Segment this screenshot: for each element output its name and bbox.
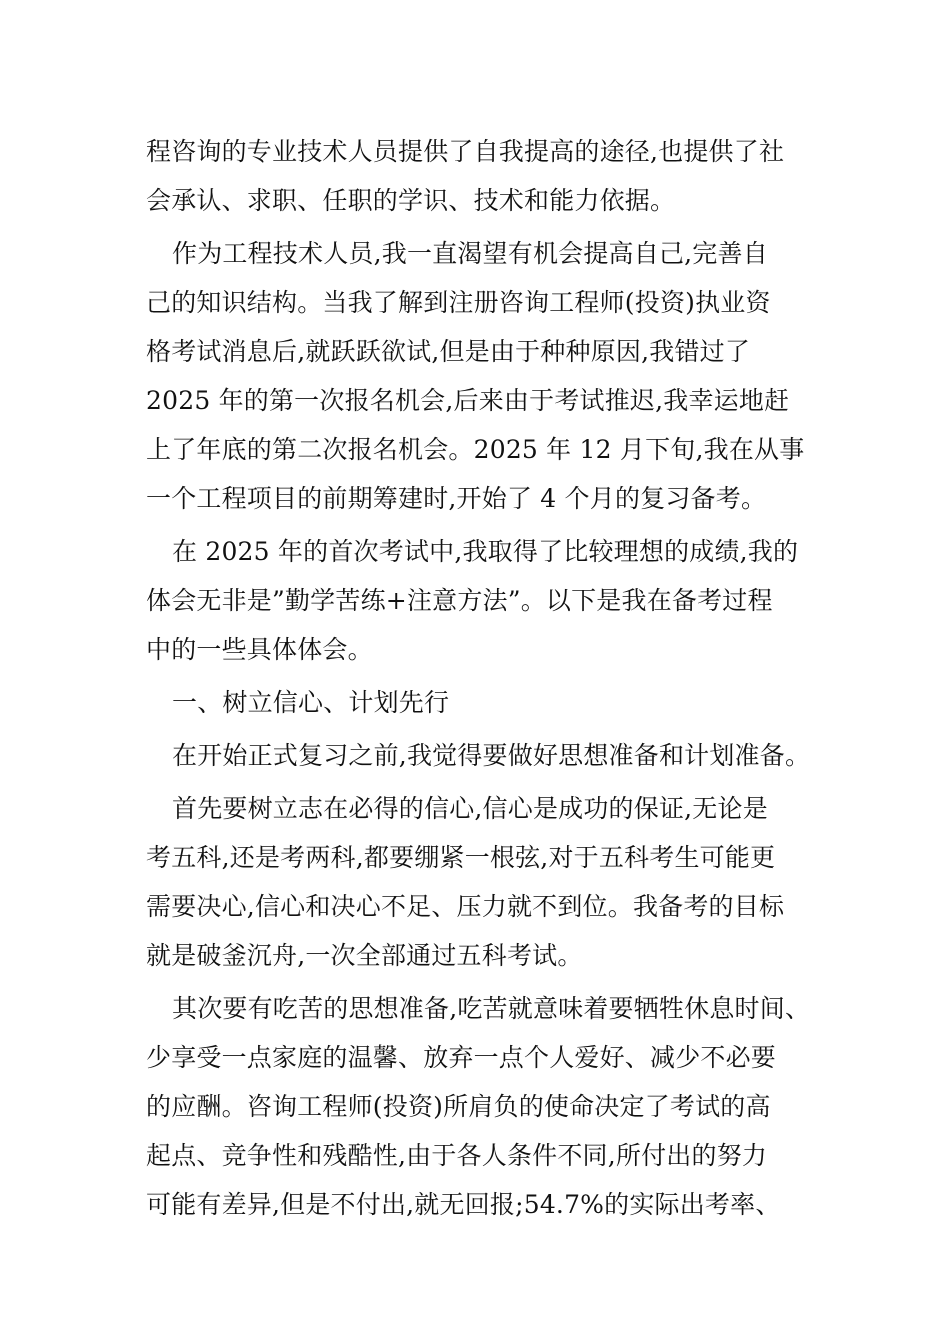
text-line: 程咨询的专业技术人员提供了自我提高的途径,也提供了社 (146, 137, 785, 166)
text-line: 作为工程技术人员,我一直渴望有机会提高自己,完善自 (172, 239, 768, 268)
document-body (146, 127, 826, 1229)
text-line: 少享受一点家庭的温馨、放弃一点个人爱好、减少不必要 (146, 1043, 777, 1072)
text-line: 可能有差异,但是不付出,就无回报;54.7%的实际出考率、 (146, 1190, 781, 1219)
text-line: 格考试消息后,就跃跃欲试,但是由于种种原因,我错过了 (146, 337, 751, 366)
text-line: 体会无非是”勤学苦练+注意方法”。以下是我在备考过程 (146, 586, 773, 615)
text-line: 在 2025 年的首次考试中,我取得了比较理想的成绩,我的 (172, 537, 799, 566)
text-line: 考五科,还是考两科,都要绷紧一根弦,对于五科考生可能更 (146, 843, 776, 872)
text-line: 在开始正式复习之前,我觉得要做好思想准备和计划准备。 (172, 741, 811, 770)
text-line: 己的知识结构。当我了解到注册咨询工程师(投资)执业资 (146, 288, 771, 317)
paragraph-2 (146, 229, 826, 523)
text-line: 需要决心,信心和决心不足、压力就不到位。我备考的目标 (146, 892, 785, 921)
paragraph-5 (146, 731, 826, 780)
text-line: 一个工程项目的前期筹建时,开始了 4 个月的复习备考。 (146, 484, 767, 513)
text-line: 中的一些具体体会。 (146, 635, 373, 664)
text-line: 的应酬。咨询工程师(投资)所肩负的使命决定了考试的高 (146, 1092, 771, 1121)
paragraph-1 (146, 127, 826, 225)
text-line: 首先要树立志在必得的信心,信心是成功的保证,无论是 (172, 794, 768, 823)
paragraph-3 (146, 527, 826, 674)
text-line: 2025 年的第一次报名机会,后来由于考试推迟,我幸运地赶 (146, 386, 790, 415)
text-line: 其次要有吃苦的思想准备,吃苦就意味着要牺牲休息时间、 (172, 994, 811, 1023)
text-line: 起点、竞争性和残酷性,由于各人条件不同,所付出的努力 (146, 1141, 768, 1170)
section-heading (146, 678, 826, 727)
paragraph-6 (146, 784, 826, 980)
text-line: 上了年底的第二次报名机会。2025 年 12 月下旬,我在从事 (146, 435, 805, 464)
text-line: 就是破釜沉舟,一次全部通过五科考试。 (146, 941, 583, 970)
heading-line: 一、树立信心、计划先行 (172, 688, 450, 717)
text-line: 会承认、求职、任职的学识、技术和能力依据。 (146, 186, 676, 215)
paragraph-7 (146, 984, 826, 1229)
